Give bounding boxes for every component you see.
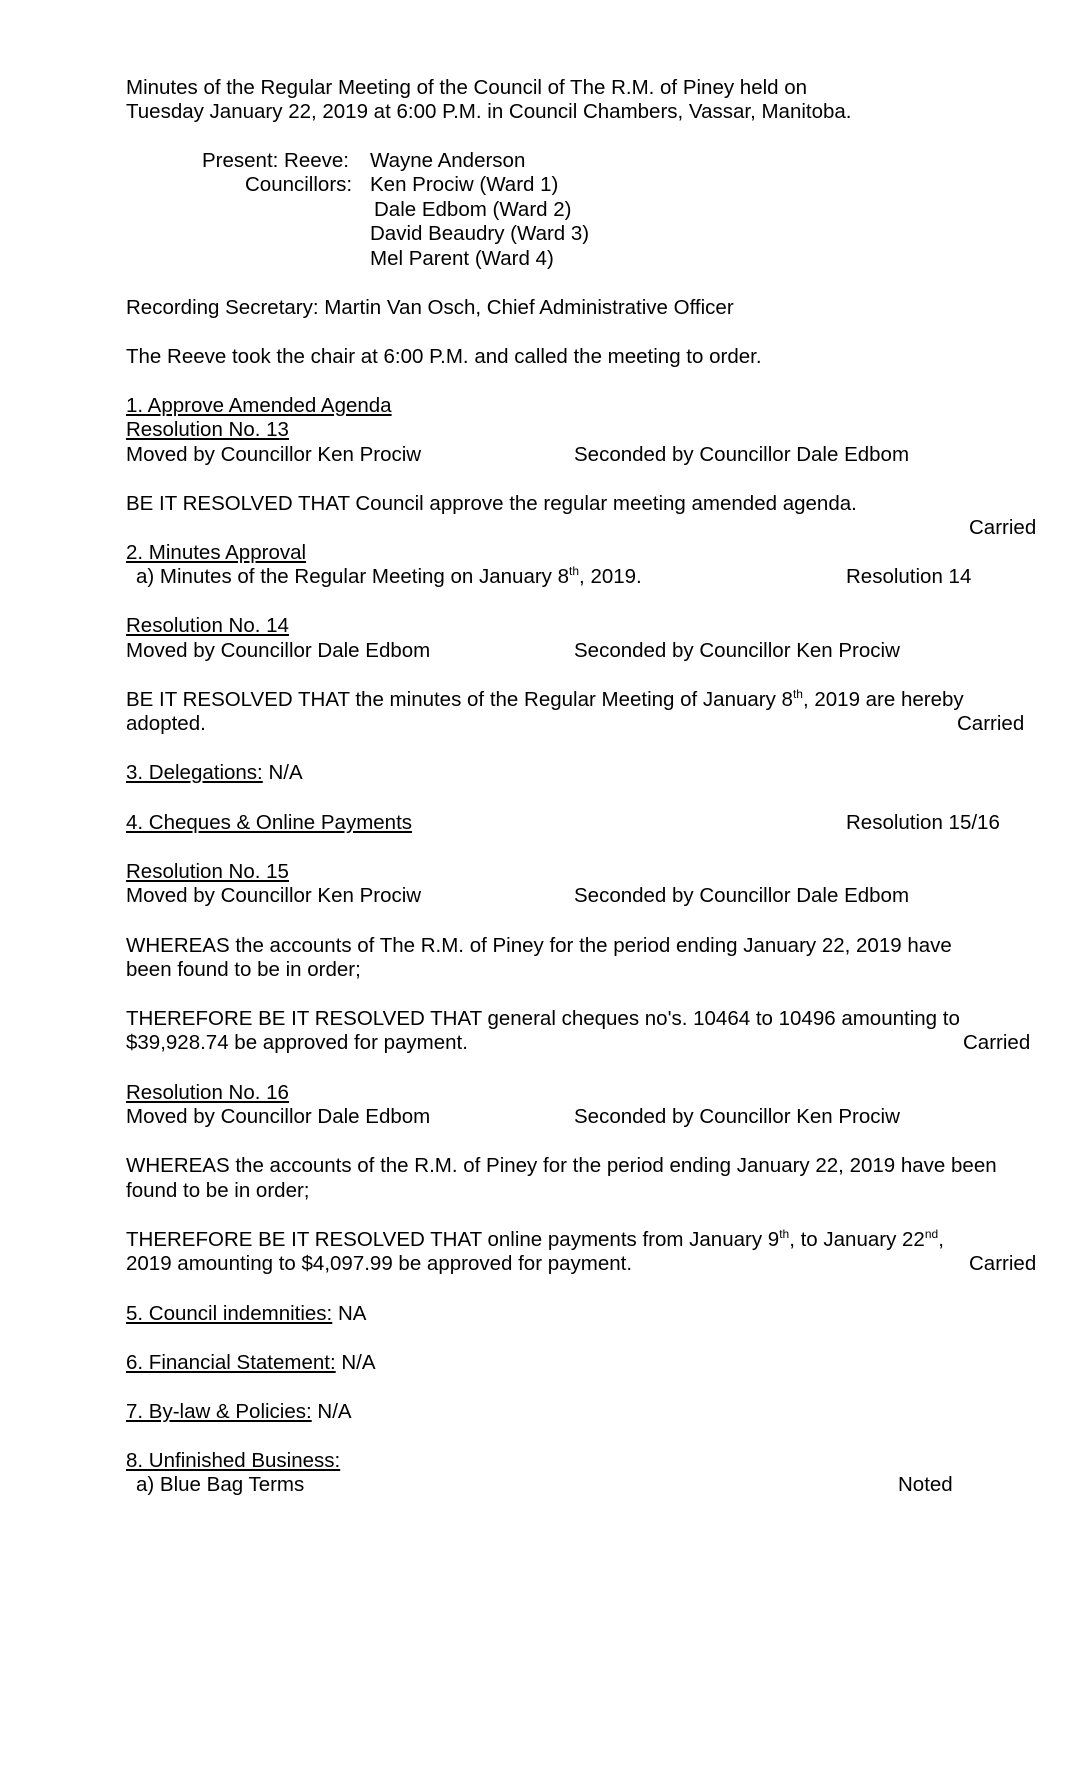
resolution-16-status: Carried (969, 1252, 1037, 1275)
councillor-2: Dale Edbom (Ward 2) (374, 198, 572, 221)
resolution-15-whereas-line-2: been found to be in order; (126, 958, 361, 981)
resolution-16-moved: Moved by Councillor Dale Edbom (126, 1105, 431, 1128)
item-3 (126, 761, 303, 785)
resolution-13-text: BE IT RESOLVED THAT Council approve the regular meeting amended agenda. (126, 492, 857, 515)
item-8-sub-a-status: Noted (898, 1473, 953, 1496)
resolution-16-therefore: THEREFORE BE IT RESOLVED THAT online payments from January 9th, to January 22nd, (126, 1227, 944, 1251)
resolution-15-whereas: WHEREAS the accounts of The R.M. of Piney for the period ending January 22, 2019 have (126, 934, 952, 957)
reeve-name: Wayne Anderson (370, 149, 526, 172)
councillor-1: Ken Prociw (Ward 1) (370, 173, 559, 196)
item-5 (126, 1302, 366, 1326)
present-label: Present: Reeve: (202, 149, 349, 172)
item-7 (126, 1400, 352, 1424)
item-4-heading: 4. Cheques & Online Payments (126, 811, 413, 834)
resolution-16-seconded: Seconded by Councillor Ken Prociw (574, 1105, 900, 1128)
resolution-14-moved: Moved by Councillor Dale Edbom (126, 639, 431, 662)
resolution-15-seconded: Seconded by Councillor Dale Edbom (574, 884, 910, 907)
resolution-15-moved: Moved by Councillor Ken Prociw (126, 884, 422, 907)
item-3-heading: 3. Delegations: (126, 761, 263, 784)
item-6-value: N/A (335, 1351, 376, 1374)
item-7-value: N/A (311, 1400, 352, 1423)
councillor-3: David Beaudry (Ward 3) (370, 222, 590, 245)
item-5-heading: 5. Council indemnities: (126, 1302, 333, 1325)
item-8-heading: 8. Unfinished Business: (126, 1449, 341, 1472)
item-4-reference: Resolution 15/16 (846, 811, 1000, 834)
header-line-1: Minutes of the Regular Meeting of the Council of The R.M. of Piney held on (126, 76, 808, 99)
resolution-16-whereas: WHEREAS the accounts of the R.M. of Piney for the period ending January 22, 2019 have been (126, 1154, 997, 1177)
item-2-sub-a-reference: Resolution 14 (846, 565, 972, 588)
resolution-16-whereas-line-2: found to be in order; (126, 1179, 310, 1202)
resolution-14-text-line-2: adopted. (126, 712, 206, 735)
item-6 (126, 1351, 376, 1375)
item-2-heading: 2. Minutes Approval (126, 541, 307, 564)
resolution-13-seconded: Seconded by Councillor Dale Edbom (574, 443, 910, 466)
resolution-14-status: Carried (957, 712, 1025, 735)
resolution-15-label: Resolution No. 15 (126, 860, 289, 883)
resolution-15-therefore-line-2: $39,928.74 be approved for payment. (126, 1031, 468, 1054)
resolution-14-text: BE IT RESOLVED THAT the minutes of the Regular Meeting of January 8th, 2019 are hereby (126, 687, 964, 711)
councillor-4: Mel Parent (Ward 4) (370, 247, 554, 270)
resolution-13-moved: Moved by Councillor Ken Prociw (126, 443, 422, 466)
recording-secretary: Recording Secretary: Martin Van Osch, Chief Administrative Officer (126, 296, 734, 319)
item-7-heading: 7. By-law & Policies: (126, 1400, 312, 1423)
item-3-value: N/A (262, 761, 303, 784)
resolution-14-label: Resolution No. 14 (126, 614, 289, 637)
resolution-16-therefore-line-2: 2019 amounting to $4,097.99 be approved for payment. (126, 1252, 633, 1275)
header-line-2: Tuesday January 22, 2019 at 6:00 P.M. in Council Chambers, Vassar, Manitoba. (126, 100, 852, 123)
opening-statement: The Reeve took the chair at 6:00 P.M. and called the meeting to order. (126, 345, 762, 368)
resolution-13-status: Carried (969, 516, 1037, 539)
resolution-15-therefore: THEREFORE BE IT RESOLVED THAT general cheques no's. 10464 to 10496 amounting to (126, 1007, 960, 1030)
item-5-value: NA (332, 1302, 367, 1325)
item-2-sub-a: a) Minutes of the Regular Meeting on January 8th, 2019. (136, 564, 642, 588)
item-8-sub-a: a) Blue Bag Terms (136, 1473, 305, 1496)
item-1-heading: 1. Approve Amended Agenda (126, 394, 392, 417)
resolution-15-status: Carried (963, 1031, 1031, 1054)
item-6-heading: 6. Financial Statement: (126, 1351, 336, 1374)
resolution-14-seconded: Seconded by Councillor Ken Prociw (574, 639, 900, 662)
resolution-16-label: Resolution No. 16 (126, 1081, 289, 1104)
resolution-13-label: Resolution No. 13 (126, 418, 289, 441)
councillors-label: Councillors: (245, 173, 353, 196)
